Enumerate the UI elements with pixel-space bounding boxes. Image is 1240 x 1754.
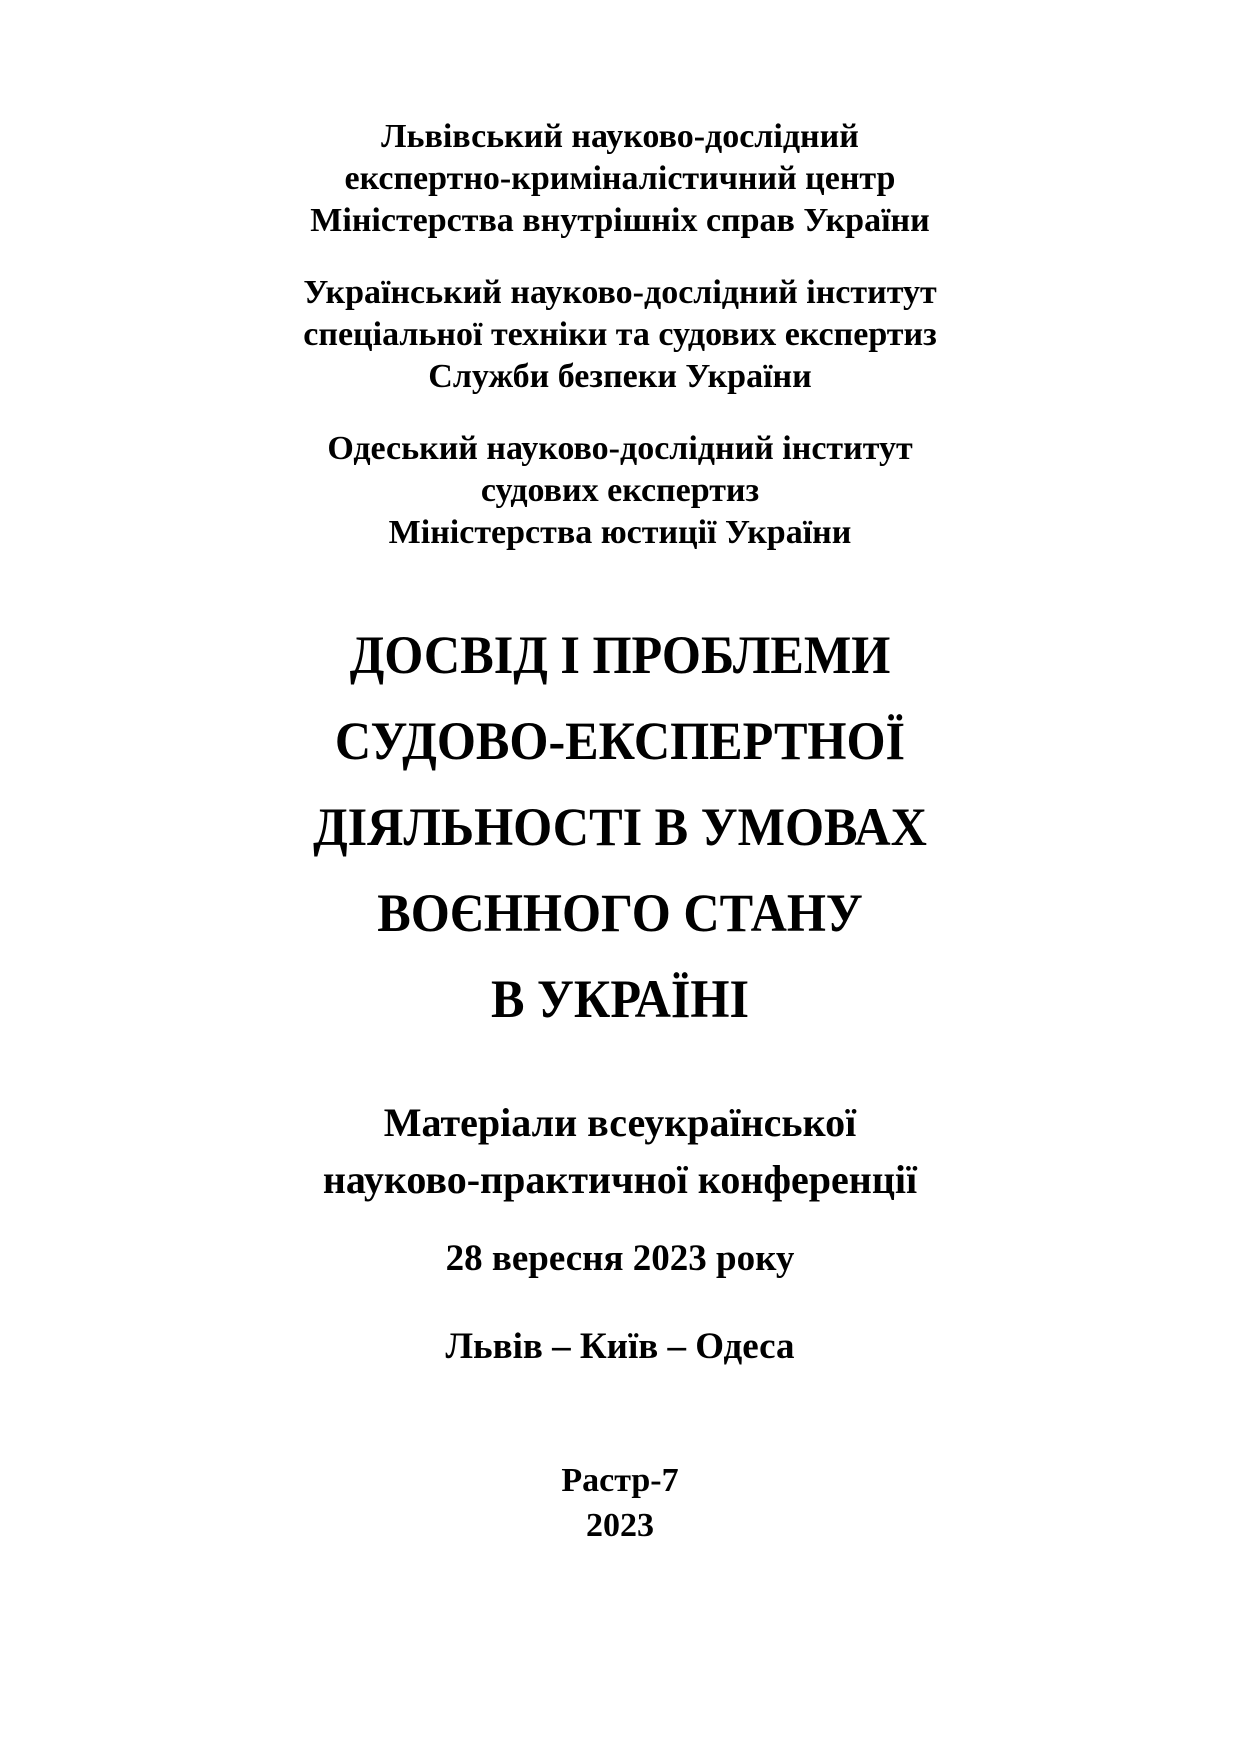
publication-year: 2023	[586, 1507, 654, 1544]
organization-line: судових експертиз	[480, 472, 760, 509]
organization-line: Міністерства юстиції України	[388, 514, 852, 551]
conference-title	[43, 612, 1196, 1042]
organization-line: Український науково-дослідний інститут	[303, 274, 937, 311]
conference-cities: Львів – Київ – Одеса	[445, 1326, 795, 1367]
publisher-name: Растр-7	[561, 1462, 679, 1499]
conference-title-line: ДІЯЛЬНОСТІ В УМОВАХ	[313, 797, 927, 857]
organization-line: Одеський науково-дослідний інститут	[327, 430, 913, 467]
conference-title-line: ВОЄННОГО СТАНУ	[377, 883, 863, 943]
conference-title-line: В УКРАЇНІ	[490, 969, 749, 1029]
organization-line: Міністерства внутрішніх справ України	[310, 202, 930, 239]
proceedings-subtitle-line: Матеріали всеукраїнської	[383, 1100, 857, 1145]
imprint	[0, 1458, 1240, 1548]
proceedings-subtitle-line: науково-практичної конференції	[322, 1157, 918, 1202]
organization-line: спеціальної техніки та судових експертиз	[303, 316, 937, 353]
proceedings-subtitle	[0, 1094, 1240, 1208]
organization-lviv	[0, 116, 1240, 242]
conference-date: 28 вересня 2023 року	[445, 1238, 795, 1279]
organization-line: експертно-криміналістичний центр	[344, 160, 896, 197]
conference-title-line: СУДОВО-ЕКСПЕРТНОЇ	[334, 711, 906, 771]
organization-line: Львівський науково-дослідний	[381, 118, 859, 155]
organization-odesa-institute	[0, 428, 1240, 554]
organization-ukrainian-institute	[0, 272, 1240, 398]
organization-line: Служби безпеки України	[428, 358, 812, 395]
conference-title-line: ДОСВІД І ПРОБЛЕМИ	[349, 625, 891, 685]
